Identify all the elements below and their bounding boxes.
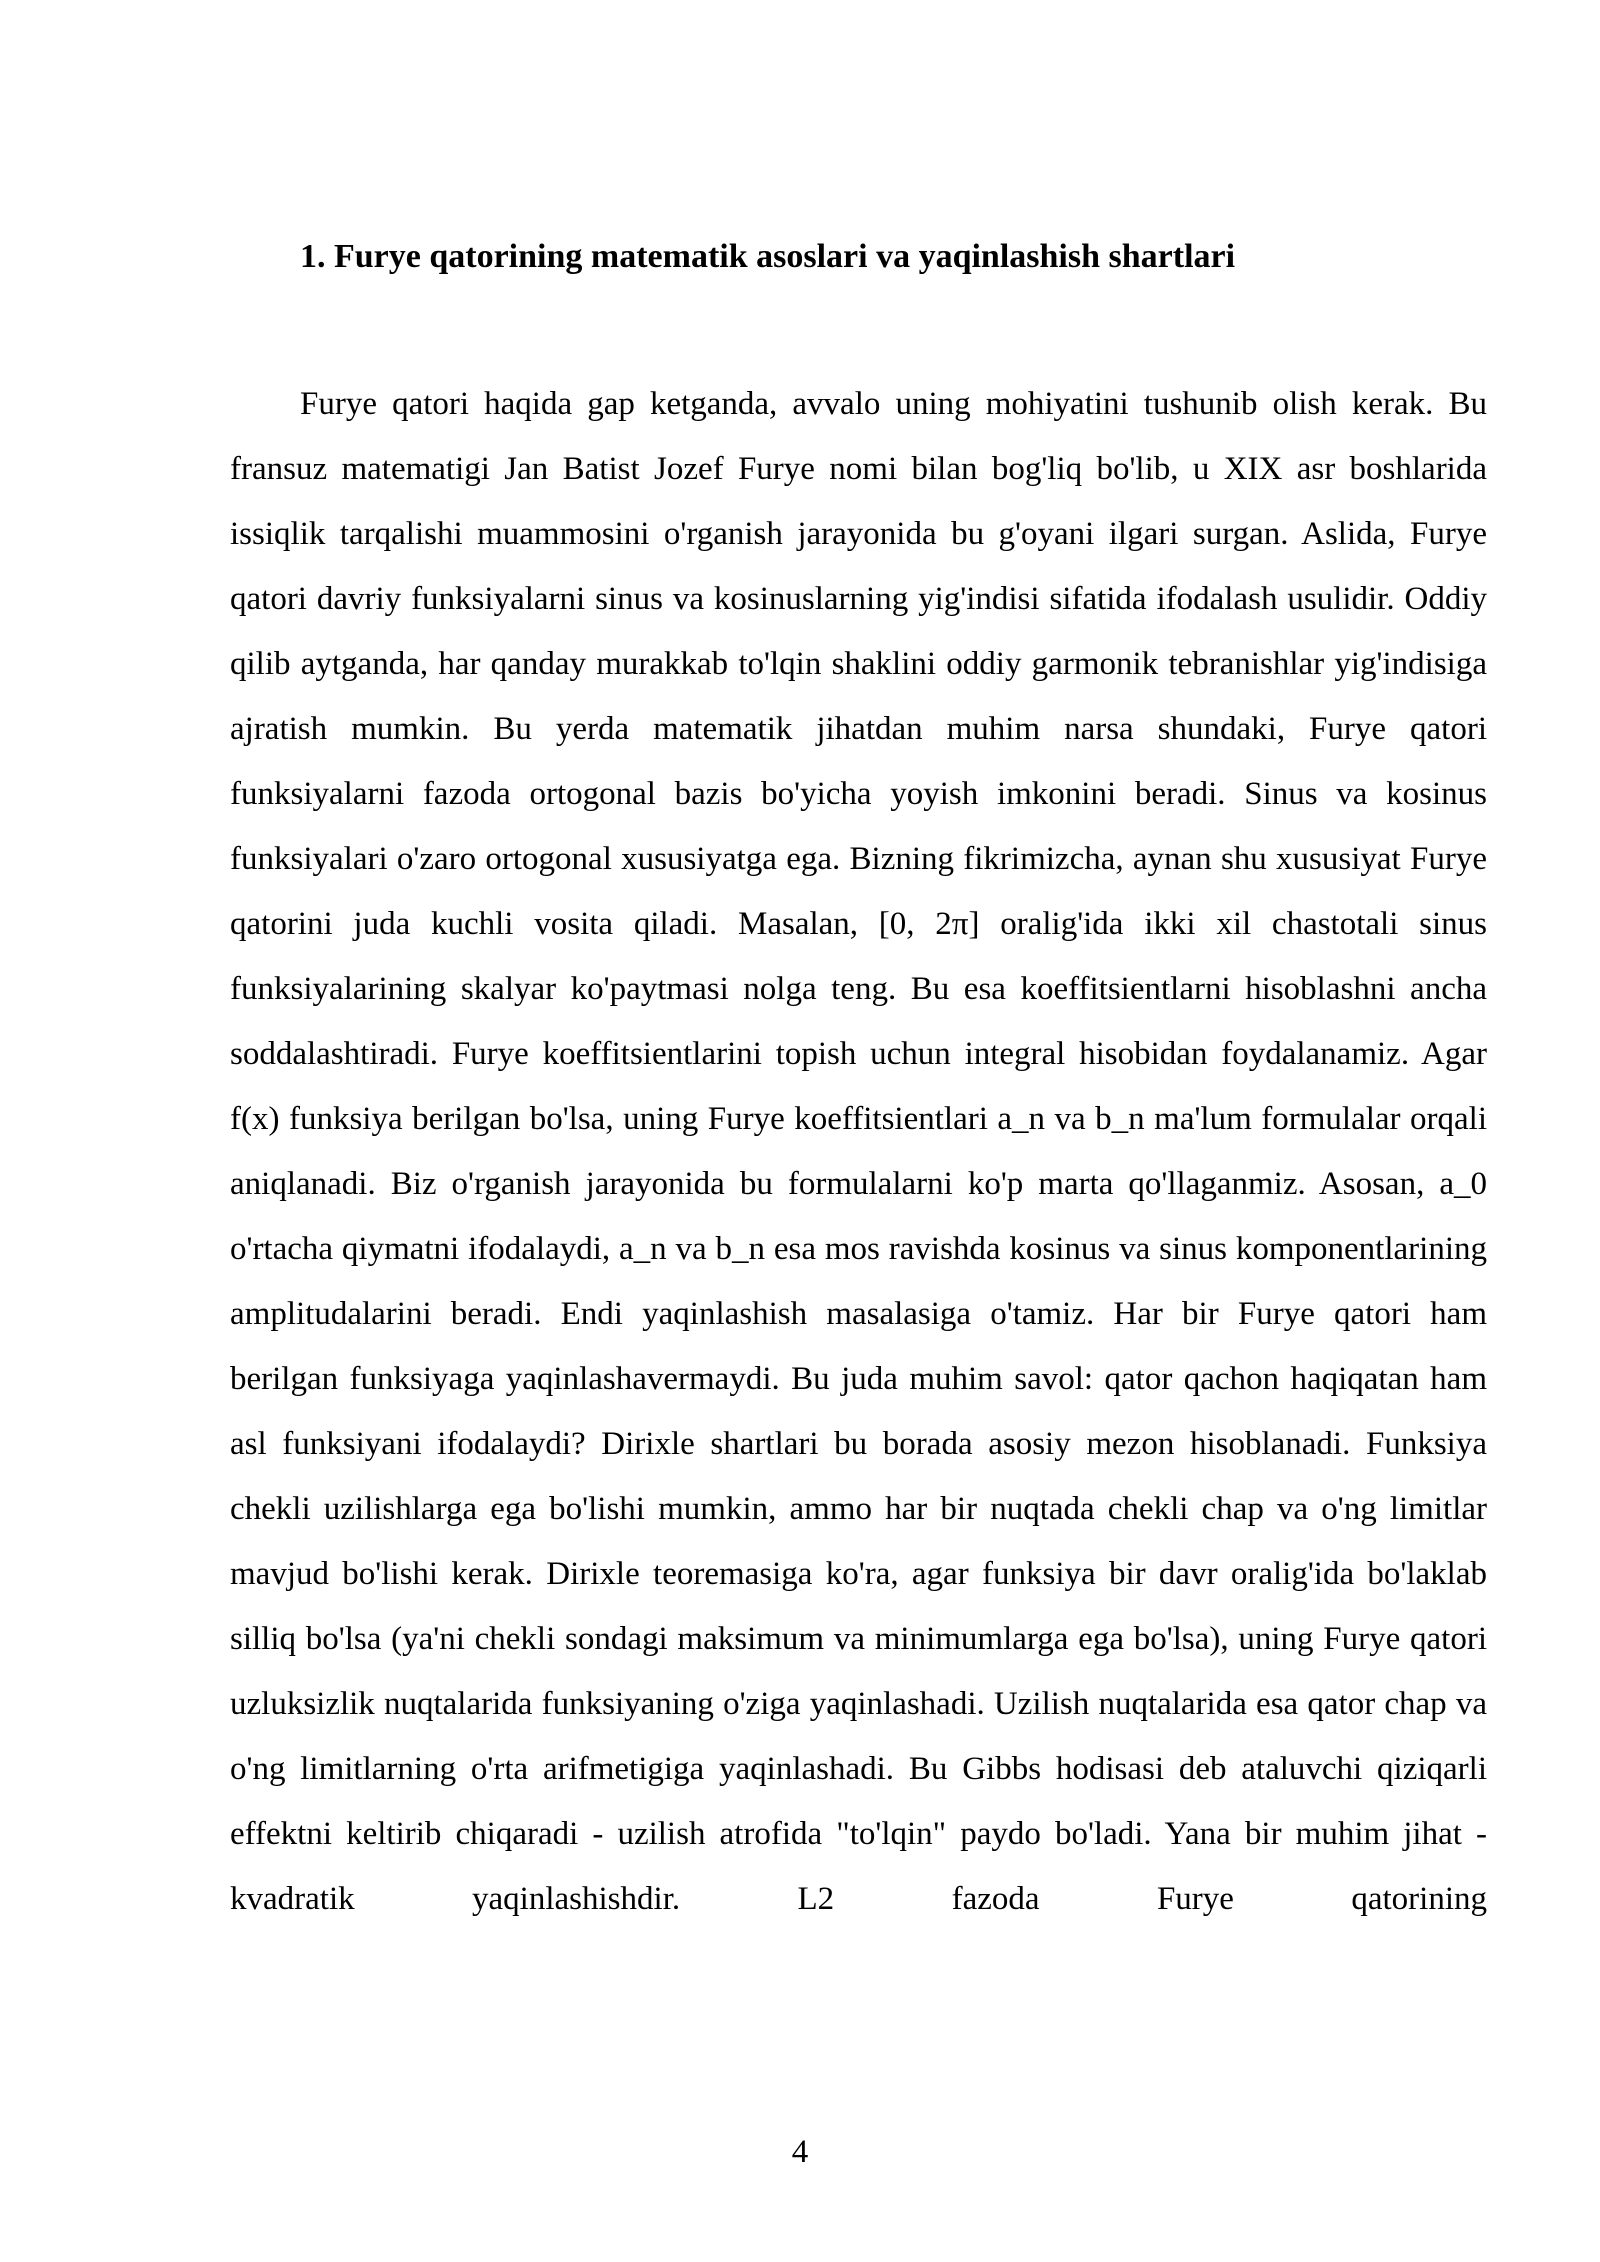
section-heading: 1. Furye qatorining matematik asoslari va yaqinlashish shartlari xyxy=(300,238,1236,275)
paragraph-text: Furye qatori haqida gap ketganda, avvalo uning mohiyatini tushunib olish kerak. Bu fransuz matematigi Jan Batist Jozef Furye nomi bilan bog'liq bo'lib, u XIX asr boshlarida issiqlik tarqalishi muammosini o'rganish jarayonida bu g'oyani ilgari surgan. Aslida, Furye qatori davriy funksiyalarni sinus va kosinuslarning yig'indisi sifatida ifodalash usulidir. Oddiy qilib aytganda, har qanday murakkab to'lqin shaklini oddiy garmonik tebranishlar yig'indisiga ajratish mumkin. Bu yerda matematik jihatdan muhim narsa shundaki, Furye qatori funksiyalarni fazoda ortogonal bazis bo'yicha yoyish imkonini beradi. Sinus va kosinus funksiyalari o'zaro ortogonal xususiyatga ega. Bizning fikrimizcha, aynan shu xususiyat Furye qatorini juda kuchli vosita qiladi. Masalan, [0, 2π] oralig'ida ikki xil chastotali sinus funksiyalarining skalyar ko'paytmasi nolga teng. Bu esa koeffitsientlarni hisoblashni ancha soddalashtiradi. Furye koeffitsientlarini topish uchun integral hisobidan foydalanamiz. Agar f(x) funksiya berilgan bo'lsa, uning Furye koeffitsientlari a_n va b_n ma'lum formulalar orqali aniqlanadi. Biz o'rganish jarayonida bu formulalarni ko'p marta qo'llaganmiz. Asosan, a_0 o'rtacha qiymatni ifodalaydi, a_n va b_n esa mos ravishda kosinus va sinus komponentlarining amplitudalarini beradi. Endi yaqinlashish masalasiga o'tamiz. Har bir Furye qatori ham berilgan funksiyaga yaqinlashavermaydi. Bu juda muhim savol: qator qachon haqiqatan ham asl funksiyani ifodalaydi? Dirixle shartlari bu borada asosiy mezon hisoblanadi. Funksiya chekli uzilishlarga ega bo'lishi mumkin, ammo har bir nuqtada chekli chap va o'ng limitlar mavjud bo'lishi kerak. Dirixle teoremasiga ko'ra, agar funksiya bir davr oralig'ida bo'laklab silliq bo'lsa (ya'ni chekli sondagi maksimum va minimumlarga ega bo'lsa), uning Furye qatori uzluksizlik nuqtalarida funksiyaning o'ziga yaqinlashadi. Uzilish nuqtalarida esa qator chap va o'ng limitlarning o'rta arifmetigiga yaqinlashadi. Bu Gibbs hodisasi deb ataluvchi qiziqarli effektni keltirib chiqaradi - uzilish atrofida "to'lqin" paydo bo'ladi. Yana bir muhim jihat - kvadratik yaqinlashishdir. L2 fazoda Furye qatorining xyxy=(230,386,1487,1917)
body-paragraph xyxy=(230,372,1487,1932)
page-number: 4 xyxy=(791,2134,809,2170)
